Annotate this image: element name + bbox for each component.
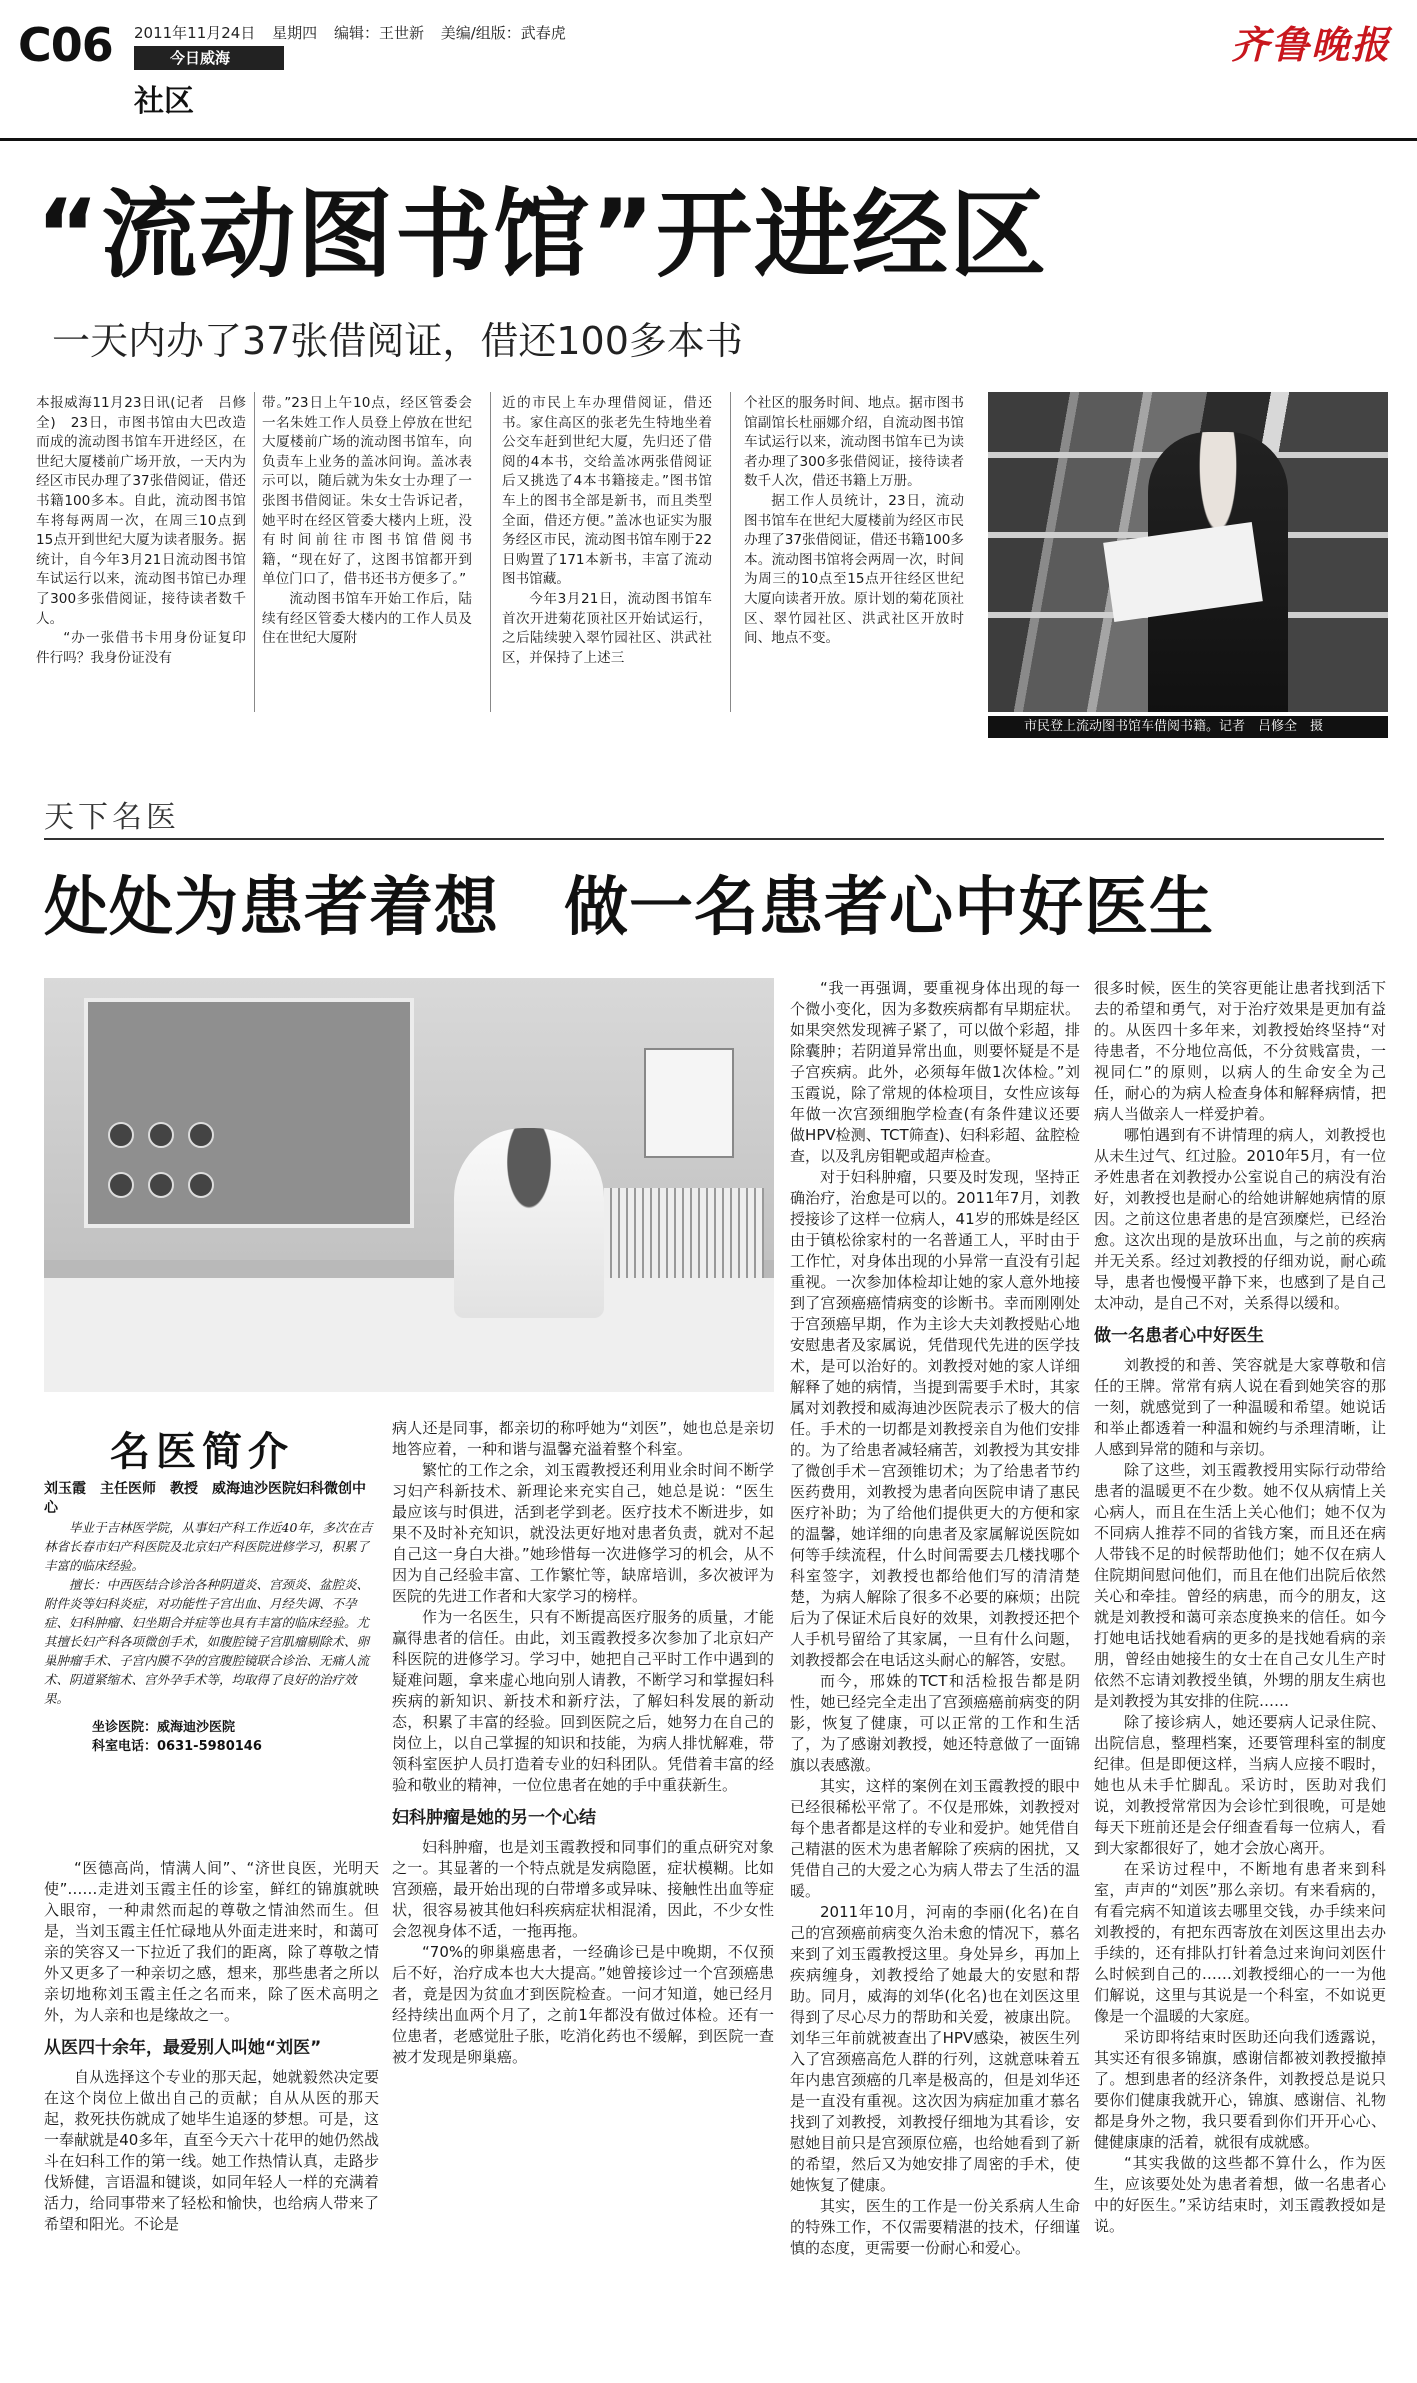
article2-col3-para: 其实，医生的工作是一份关系病人生命的特殊工作，不仅需要精湛的技术，仔细谨慎的态度，更需要一份耐心和爱心。: [790, 2197, 1080, 2257]
doctor-office-photo: [44, 978, 774, 1392]
chart-illustration: [188, 1122, 214, 1148]
article2-col4-para: 除了接诊病人，她还要病人记录住院、出院信息，整理档案，还要管理科室的制度纪律。但是即便这样，当病人应接不暇时，她也从未手忙脚乱。采访时，医助对我们说，刘教授常常因为会诊忙到很晚，可是她每天下班前还是会仔细查看每一位病人，看到大家都很好了，她才会放心离开。: [1094, 1713, 1386, 1857]
article1-col3-para: 今年3月21日，流动图书馆车首次开进菊花顶社区开始试运行，之后陆续驶入翠竹园社区、洪武社区，并保持了上述三: [502, 590, 712, 666]
chart-illustration: [108, 1122, 134, 1148]
chart-illustration: [188, 1172, 214, 1198]
article1-col4-para: 个社区的服务时间、地点。据市图书馆副馆长杜丽娜介绍，自流动图书馆车试运行以来，流动图书馆车已为读者办理了300多张借阅证，接待读者数千人次，借还书籍上万册。: [744, 395, 964, 490]
article1-column-4: [744, 394, 964, 649]
bio-specialty: 擅长：中西医结合诊治各种阴道炎、宫颈炎、盆腔炎、附件炎等妇科炎症，对功能性子宫出血、月经失调、不孕症、妇科肿瘤、妇坐期合并症等也具有丰富的临床经验。尤其擅长妇产科各项微创手术，如腹腔镜子宫肌瘤剔除术、卵巢肿瘤手术、子宫内膜不孕的宫腹腔镜联合诊治、无痛人流术、阴道紧缩术、宫外孕手术等，均取得了良好的治疗效果。: [44, 1577, 370, 1706]
section-badge: 今日威海: [134, 46, 284, 70]
article1-col4-para: 据工作人员统计，23日，流动图书馆车在世纪大厦楼前为经区市民办理了37张借阅证，借还书籍100多本。流动图书馆将会两周一次，时间为周三的10点至15点开往经区世纪大厦向读者开放。原计划的菊花顶社区、翠竹园社区、洪武社区开放时间、地点不变。: [744, 492, 964, 647]
chart-illustration: [148, 1172, 174, 1198]
kicker-divider: [44, 838, 1384, 840]
article2-col2-para: 作为一名医生，只有不断提高医疗服务的质量，才能赢得患者的信任。由此，刘玉霞教授多次参加了北京妇产科医院的进修学习。学习中，她把自己平时工作中遇到的疑难问题，拿来虚心地向别人请教，不断学习和掌握妇科疾病的新知识、新技术和新疗法，了解妇科发展的新动态，积累了丰富的经验。回到医院之后，她努力在自己的岗位上，以自己掌握的知识和技能，为病人排忧解难，带领科室医护人员打造着专业的妇科团队。凭借着丰富的经验和敬业的精神，一位位患者在她的手中重获新生。: [392, 1608, 774, 1794]
page-number: C06: [18, 18, 113, 72]
article1-col3-para: 近的市民上车办理借阅证，借还书。家住高区的张老先生特地坐着公交车赶到世纪大厦，先归还了借阅的4本书，交给盖冰两张借阅证后又挑选了4本书籍接走。”图书馆车上的图书全部是新书，而且类型全面，借还方便。”盖冰也证实为服务经区市民，流动图书馆车刚于22日购置了171本新书，丰富了流动图书馆藏。: [502, 395, 712, 588]
doctor-bio-box: [44, 1480, 379, 1756]
article1-subhead: 一天内办了37张借阅证，借还100多本书: [52, 319, 743, 363]
bio-hospital: 坐诊医院：威海迪沙医院: [92, 1720, 236, 1735]
column-kicker: 天下名医: [44, 800, 180, 835]
radiator: [604, 1188, 764, 1278]
article2-col3-para: 对于妇科肿瘤，只要及时发现，坚持正确治疗，治愈是可以的。2011年7月，刘教授接诊了这样一位病人，41岁的邢姝是经区由于镇松徐家村的一名普通工人，平时由于工作忙，对身体出现的小异常一直没有引起重视。一次参加体检却让她的家人意外地接到了宫颈癌癌情病变的诊断书。幸而刚刚处于宫颈癌早期，作为主诊大夫刘教授贴心地安慰患者及家属说，凭借现代先进的医学技术，是可以治好的。刘教授对她的家人详细解释了她的病情，当提到需要手术时，其家属对刘教授和威海迪沙医院表示了极大的信任。手术的一切都是刘教授亲自为他们安排的。为了给患者减轻痛苦，刘教授为其安排了微创手术－宫颈锥切术；为了给患者节约医药费用，刘教授为患者向医院申请了惠民医疗补助；为了给他们提供更大的方便和家的温馨，她详细的向患者及家属解说医院如何等手续流程，什么时间需要去几楼找哪个科室签字，刘教授也都给他们写的清清楚楚，为病人解除了很多不必要的麻烦；出院后为了保证术后良好的效果，刘教授还把个人手机号留给了其家属，一旦有什么问题，刘教授都会在电话这头耐心的解答，安慰。: [790, 1168, 1080, 1669]
article1-headline: “流动图书馆”开进经区: [36, 179, 1049, 291]
column-divider: [730, 392, 731, 712]
article2-column-4: [1094, 978, 1386, 2237]
issue-weekday: 星期四: [272, 24, 318, 42]
article2-col4-para: 刘教授的和善、笑容就是大家尊敬和信任的王牌。常常有病人说在看到她笑容的那一刻，就感觉到了一种温暖和希望。她说话和举止都透着一种温和婉约与杀理清晰，让人感到异常的随和与亲切。: [1094, 1356, 1386, 1458]
article2-col1-para: 自从选择这个专业的那天起，她就毅然决定要在这个岗位上做出自己的贡献；自从从医的那天起，救死扶伤就成了她毕生追逐的梦想。可是，这一奉献就是40多年，直至今天六十花甲的她仍然战斗在妇科工作的第一线。她工作热情认真，走路步伐矫健，言语温和键谈，如同年轻人一样的充满着活力，给同事带来了轻松和愉快，也给病人带来了希望和阳光。不论是: [44, 2068, 379, 2233]
page-header: [0, 0, 1417, 150]
library-bus-photo: [988, 392, 1388, 712]
bio-box-title: 名医简介: [110, 1429, 294, 1475]
bio-phone: 科室电话：0631-5980146: [92, 1739, 262, 1754]
article1-col2-para: 带。”23日上午10点，经区管委会一名朱姓工作人员登上停放在世纪大厦楼前广场的流动图书馆车，向负责车上业务的盖冰问询。盖冰表示可以，随后就为朱女士办理了一张图书借阅证。朱女士告诉记者，她平时在经区管委大楼内上班，没有时间前往市图书馆借阅书籍，“现在好了，这图书馆都开到单位门口了，借书还书方便多了。”: [262, 395, 472, 588]
article1-col2-para: 流动图书馆车开始工作后，陆续有经区管委大楼内的工作人员及住在世纪大厦附: [262, 590, 472, 647]
doctor-figure: [454, 1128, 604, 1318]
article1-col1-para: “办一张借书卡用身份证复印件行吗？我身份证没有: [36, 630, 246, 666]
article2-col3-para: 而今，邢姝的TCT和活检报告都是阴性，她已经完全走出了宫颈癌癌前病变的阴影，恢复了健康，可以正常的工作和生活了，为了感谢刘教授，她还特意做了一面锦旗以表感激。: [790, 1672, 1080, 1774]
article2-col3-para: 其实，这样的案例在刘玉霞教授的眼中已经很稀松平常了。不仅是邢姝，刘教授对每个患者都是这样的专业和爱护。她凭借自己精湛的医术为患者解除了疾病的困扰，又凭借自己的大爱之心为病人带去了生活的温暖。: [790, 1777, 1080, 1900]
article2-col4-para: 哪怕遇到有不讲情理的病人，刘教授也从未生过气、红过脸。2010年5月，有一位矛姓患者在刘教授办公室说自己的病没有治好，刘教授也是耐心的给她讲解她病情的原因。之前这位患者患的是宫颈糜烂，已经治愈。这次出现的是放环出血，与之前的疾病并无关系。经过刘教授的仔细劝说，耐心疏导，患者也慢慢平静下来，也感到了是自己太冲动，是自己不对，关系得以缓和。: [1094, 1126, 1386, 1312]
editor-credit: 编辑：王世新: [333, 24, 424, 42]
article2-column-3: [790, 978, 1080, 2259]
article2-headline: 处处为患者着想 做一名患者心中好医生: [44, 871, 1214, 945]
article2-column-1: [44, 1858, 379, 2235]
designer-credit: 美编/组版：武春虎: [440, 24, 566, 42]
medical-chart-poster: [84, 998, 414, 1228]
chart-illustration: [108, 1172, 134, 1198]
article1-column-3: [502, 394, 712, 668]
issue-date: 2011年11月24日: [134, 24, 256, 42]
section-name: 社区: [134, 84, 194, 119]
article2-col4-para: “其实我做的这些都不算什么，作为医生，应该要处处为患者着想，做一名患者心中的好医生。”采访结束时，刘玉霞教授如是说。: [1094, 2154, 1386, 2235]
column-divider: [254, 392, 255, 712]
article2-col3-para: “我一再强调，要重视身体出现的每一个微小变化，因为多数疾病都有早期症状。如果突然发现裤子紧了，可以做个彩超，排除囊肿；若阴道异常出血，则要怀疑是不是子宫疾病。此外，必须每年做1次体检。”刘玉霞说，除了常规的体检项目，女性应该每年做一次宫颈细胞学检查(有条件建议还要做HPV检测、TCT筛查)、妇科彩超、盆腔检查，以及乳房钼靶或超声检查。: [790, 979, 1080, 1165]
bio-paragraph: 毕业于吉林医学院，从事妇产科工作近40年，多次在吉林省长春市妇产科医院及北京妇产科医院进修学习，积累了丰富的临床经验。: [44, 1520, 373, 1573]
article2-col4-para: 很多时候，医生的笑容更能让患者找到活下去的希望和勇气，对于治疗效果是更加有益的。从医四十多年来，刘教授始终坚持“对待患者，不分地位高低，不分贫贱富贵，一视同仁”的原则，以病人的生命安全为己任，耐心的为病人检查身体和解释病情，把病人当做亲人一样爱护着。: [1094, 979, 1386, 1123]
header-divider: [0, 138, 1417, 141]
article2-col2-para: 繁忙的工作之余，刘玉霞教授还利用业余时间不断学习妇产科新技术、新理论来充实自己，她总是说：“医生最应该与时俱进，活到老学到老。医疗技术不断进步，如果不及时补充知识，就没法更好地对患者负责，就对不起自己这一身白大褂。”她珍惜每一次进修学习的机会，从不因为自己经验丰富、工作繁忙等，缺席培训，多次被评为医院的先进工作者和大家学习的榜样。: [392, 1461, 774, 1605]
article2-subhead-b: 妇科肿瘤是她的另一个心结: [392, 1808, 596, 1828]
column-divider: [490, 392, 491, 712]
article2-col2-para: 病人还是同事，都亲切的称呼她为“刘医”，她也总是亲切地答应着，一种和谐与温馨充溢着整个科室。: [392, 1419, 774, 1458]
article2-col3-para: 2011年10月，河南的李丽(化名)在自己的宫颈癌前病变久治未愈的情况下，慕名来到了刘玉霞教授这里。身处异乡，再加上疾病缠身，刘教授给了她最大的安慰和帮助。同月，威海的刘华(化名)也在刘医这里得到了尽心尽力的帮助和关爱，被康出院。刘华三年前就被查出了HPV感染，被医生列入了宫颈癌高危人群的行列，这就意味着五年内患宫颈癌的几率是极高的，但是刘华还是一直没有重视。这次因为病症加重才慕名找到了刘教授，刘教授仔细地为其看诊，安慰她目前只是宫颈原位癌，也给她看到了新的希望，然后又为她安排了周密的手术，使她恢复了健康。: [790, 1903, 1080, 2194]
article2-col4-para: 除了这些，刘玉霞教授用实际行动带给患者的温暖更不在少数。她不仅从病情上关心病人，而且在生活上关心他们；她不仅为不同病人推荐不同的省钱方案，而且还在病人带钱不足的时候帮助他们；她不仅在病人住院期间慰问他们，而且在他们出院后依然关心和牵挂。曾经的病患，而今的朋友，这就是刘教授和蔼可亲态度换来的信任。如今打她电话找她看病的更多的是找她看病的亲朋，曾经由她接生的女士在自己女儿生产时依然不忘请刘教授坐镇，外甥的朋友生病也是刘教授为其安排的住院……: [1094, 1461, 1386, 1710]
article2-subhead-c: 做一名患者心中好医生: [1094, 1326, 1264, 1346]
article2-column-2: [392, 1418, 774, 2068]
chart-illustration: [148, 1122, 174, 1148]
photo-caption: 市民登上流动图书馆车借阅书籍。记者 吕修全 摄: [988, 716, 1388, 738]
article2-col4-para: 在采访过程中，不断地有患者来到科室，声声的“刘医”那么亲切。有来看病的，有看完病不知道该去哪里交钱，办手续来问刘教授的，有把东西寄放在刘医这里出去办手续的，还有排队打针着急过来询问刘医什么时候到自己的……刘教授细心的一一为他们解说，这里与其说是一个科室，不如说更像是一个温暖的大家庭。: [1094, 1860, 1386, 2025]
office-desk: [44, 1278, 774, 1392]
newspaper-masthead-logo: 齐鲁晚报: [1230, 22, 1391, 67]
article2-col4-para: 采访即将结束时医助还向我们透露说，其实还有很多锦旗，感谢信都被刘教授撤掉了。想到患者的经济条件，刘教授总是说只要你们健康我就开心，锦旗、感谢信、礼物都是身外之物，我只要看到你们开开心心、健健康康的活着，就很有成就感。: [1094, 2028, 1386, 2151]
article1-col1-para: 本报威海11月23日讯(记者 吕修全) 23日，市图书馆由大巴改造而成的流动图书馆车开进经区，在世纪大厦楼前广场开放，一天内为经区市民办理了37张借阅证，借还书籍100多本。自此，流动图书馆车将每两周一次，在周三10点到15点开到世纪大厦为读者服务。据统计，自今年3月21日流动图书馆车试运行以来，流动图书馆已办理了300多张借阅证，接待读者数千人。: [36, 395, 246, 627]
article2-col2-para: 妇科肿瘤，也是刘玉霞教授和同事们的重点研究对象之一。其显著的一个特点就是发病隐匿，症状模糊。比如宫颈癌，最开始出现的白带增多或异味、接触性出血等症状，很容易被其他妇科疾病症状相混淆，因此，不少女性会忽视身体不适，一拖再拖。: [392, 1838, 774, 1940]
article2-col1-para: “医德高尚，情满人间”、“济世良医，光明天使”……走进刘玉霞主任的诊室，鲜红的锦旗就映入眼帘，一种肃然而起的尊敬之情油然而生。但是，当刘玉霞主任忙碌地从外面走进来时，和蔼可亲的笑容又一下拉近了我们的距离，除了尊敬之情外又更多了一种亲切之感，想来，那些患者之所以亲切地称刘玉霞主任之名而来，除了医术高明之外，为人亲和也是缘故之一。: [44, 1859, 379, 2024]
wall-calendar: [644, 1048, 734, 1158]
article2-subhead-a: 从医四十余年，最爱别人叫她“刘医”: [44, 2038, 322, 2058]
article1-column-1: [36, 394, 246, 668]
article1-column-2: [262, 394, 472, 649]
article2-col2-para: “70%的卵巢癌患者，一经确诊已是中晚期，不仅预后不好，治疗成本也大大提高。”她曾接诊过一个宫颈癌患者，竟是因为贫血才到医院检查。一问才知道，她已经月经持续出血两个月了，之前1年都没有做过体检。还有一位患者，老感觉肚子胀，吃消化药也不缓解，到医院一查被才发现是卵巢癌。: [392, 1943, 774, 2066]
doctor-name-title: 刘玉霞 主任医师 教授 威海迪沙医院妇科微创中心: [44, 1481, 366, 1516]
header-meta: [134, 22, 578, 43]
